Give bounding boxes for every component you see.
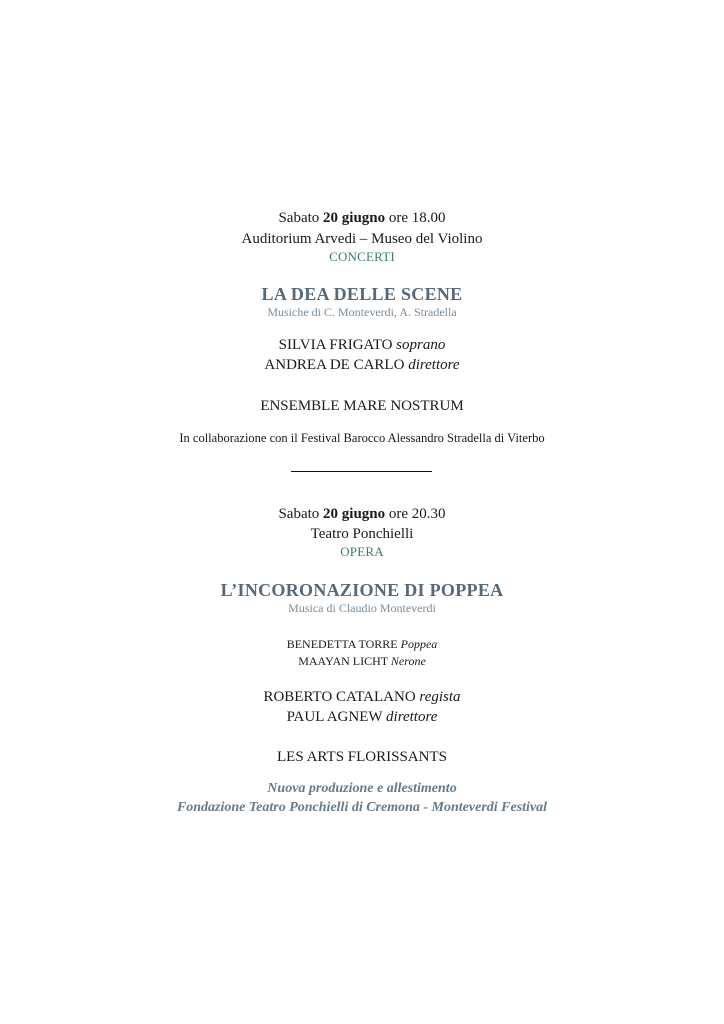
event2-subtitle: Musica di Claudio Monteverdi xyxy=(288,601,436,615)
event2-production-note-2: Fondazione Teatro Ponchielli di Cremona - Monteverdi Festival xyxy=(176,800,548,815)
event2-creative xyxy=(0,690,724,705)
performer-role: direttore xyxy=(408,357,460,373)
event1-category: CONCERTI xyxy=(329,249,395,264)
performer-role: soprano xyxy=(396,337,446,353)
event2-date-prefix: Sabato xyxy=(278,506,320,522)
creative-name: PAUL AGNEW xyxy=(286,709,383,725)
event1-performer xyxy=(0,358,724,373)
cast-name: MAAYAN LICHT xyxy=(298,654,388,668)
event2-creative xyxy=(0,710,724,725)
event1-date-bold: 20 giugno xyxy=(323,210,386,226)
event1-collaboration: In collaborazione con il Festival Barocco Alessandro Stradella di Viterbo xyxy=(179,431,545,445)
event2-production-note-1: Nuova produzione e allestimento xyxy=(267,781,457,796)
cast-role: Poppea xyxy=(400,637,438,651)
cast-role: Nerone xyxy=(390,654,426,668)
section-divider xyxy=(291,471,432,472)
event2-date xyxy=(0,507,724,522)
event1-time: ore 18.00 xyxy=(388,210,446,226)
performer-name: SILVIA FRIGATO xyxy=(278,337,393,353)
creative-role: direttore xyxy=(386,709,438,725)
creative-name: ROBERTO CATALANO xyxy=(263,689,416,705)
event2-ensemble: LES ARTS FLORISSANTS xyxy=(277,749,447,765)
event2-category: OPERA xyxy=(340,544,384,559)
event1-performer xyxy=(0,338,724,353)
event2-date-bold: 20 giugno xyxy=(323,506,386,522)
event1-subtitle: Musiche di C. Monteverdi, A. Stradella xyxy=(267,305,457,319)
event1-title: LA DEA DELLE SCENE xyxy=(261,284,463,304)
event1-date-prefix: Sabato xyxy=(278,210,320,226)
creative-role: regista xyxy=(419,689,461,705)
event1-venue: Auditorium Arvedi – Museo del Violino xyxy=(241,231,483,247)
event2-time: ore 20.30 xyxy=(388,506,446,522)
event1-ensemble: ENSEMBLE MARE NOSTRUM xyxy=(260,398,464,414)
event2-cast-member xyxy=(0,638,724,650)
event2-cast-member xyxy=(0,655,724,667)
performer-name: ANDREA DE CARLO xyxy=(264,357,405,373)
event1-date xyxy=(0,211,724,226)
cast-name: BENEDETTA TORRE xyxy=(286,637,398,651)
event2-venue: Teatro Ponchielli xyxy=(310,526,414,542)
event2-title: L’INCORONAZIONE DI POPPEA xyxy=(220,580,504,600)
